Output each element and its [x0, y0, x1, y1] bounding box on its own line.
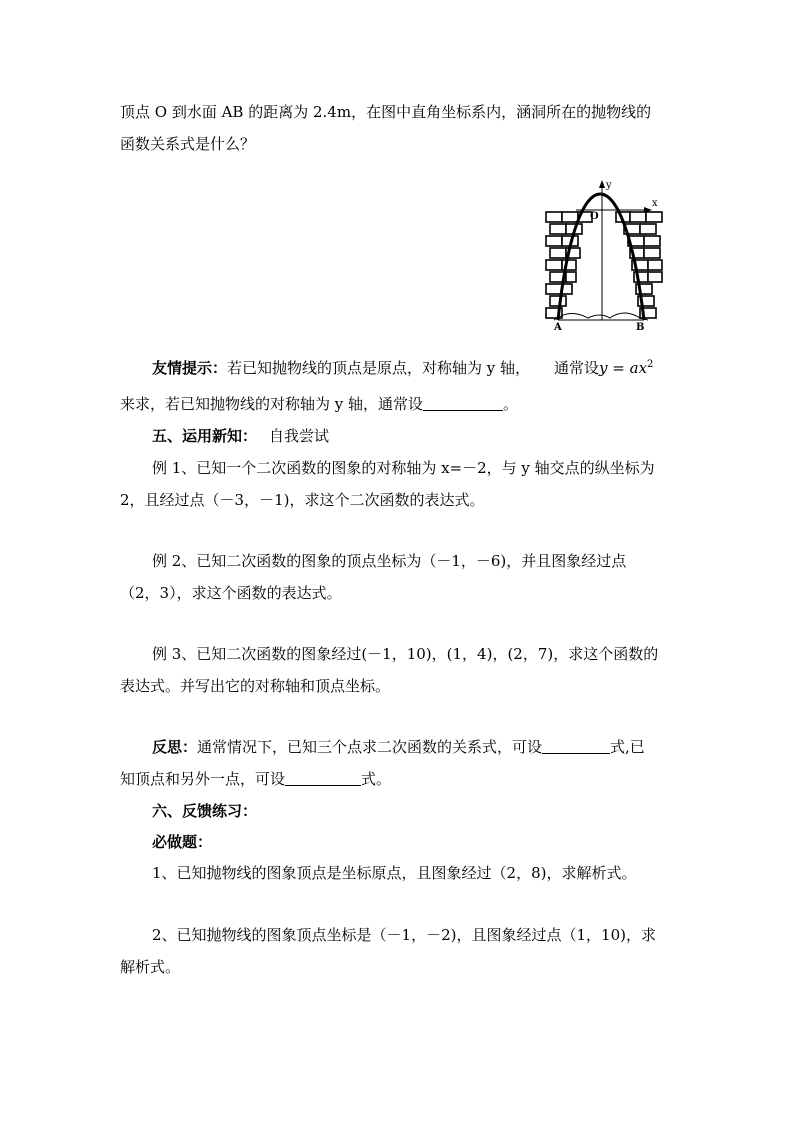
- example3-line-2: 表达式。并写出它的对称轴和顶点坐标。: [120, 677, 391, 695]
- reflect-line-1: 反思：通常情况下，已知三个点求二次函数的关系式，可设 式,已: [152, 738, 645, 756]
- reflect-line-2: 知顶点和另外一点，可设 式。: [120, 770, 392, 788]
- left-brick-wall: [546, 212, 592, 318]
- point-label-o: O: [590, 211, 599, 222]
- hint-line-2: 来求，若已知抛物线的对称轴为 y 轴，通常设 。: [120, 395, 519, 413]
- example2-line-1: 例 2、已知二次函数的图象的顶点坐标为（－1，－6)，并且图象经过点: [152, 552, 627, 570]
- question2-line-1: 2、已知抛物线的图象顶点坐标是（－1，－2)，且图象经过点（1，10)，求: [152, 926, 656, 944]
- example3-line-1: 例 3、已知二次函数的图象经过(－1，10)，(1，4)，(2，7)，求这个函数的: [152, 645, 659, 663]
- question2-line-2: 解析式。: [120, 958, 181, 976]
- point-label-b: B: [636, 322, 645, 333]
- y-axis-arrow: [599, 180, 605, 188]
- hint-text-2: 通常设: [554, 359, 600, 377]
- right-brick-wall: [616, 212, 662, 318]
- point-label-a: A: [554, 322, 562, 333]
- example1-line-2: 2，且经过点（－3，－1)，求这个二次函数的表达式。: [120, 491, 485, 509]
- required-heading: 必做题：: [152, 833, 213, 851]
- water-surface: [554, 313, 648, 320]
- axis-label-y: y: [606, 180, 612, 191]
- answer-blank-2[interactable]: [542, 738, 610, 754]
- example2-line-2: （2，3），求这个函数的表达式。: [120, 584, 342, 602]
- hint-line-1: [152, 358, 653, 378]
- answer-blank-1[interactable]: [423, 395, 503, 411]
- culvert-parabola-figure: [536, 172, 674, 334]
- axis-label-x: x: [652, 198, 658, 209]
- section6-heading: 六、反馈练习：: [152, 802, 258, 820]
- question1-line-1: 1、已知抛物线的图象顶点是坐标原点，且图象经过（2，8)，求解析式。: [152, 864, 637, 882]
- section5-heading: 五、运用新知： 自我尝试: [152, 427, 330, 445]
- example1-line-1: 例 1、已知一个二次函数的图象的对称轴为 x=－2，与 y 轴交点的纵坐标为: [152, 459, 655, 477]
- problem-line-1: 顶点 O 到水面 AB 的距离为 2.4m，在图中直角坐标系内，涵洞所在的抛物线的: [120, 103, 652, 121]
- hint-title: 友情提示：: [152, 359, 228, 377]
- hint-text-1: 若已知抛物线的顶点是原点，对称轴为 y 轴，: [227, 359, 531, 377]
- hint-formula: $y = ax^2$: [599, 359, 654, 377]
- answer-blank-3[interactable]: [285, 770, 361, 786]
- problem-line-2: 函数关系式是什么？: [120, 135, 256, 153]
- culvert-diagram: [536, 172, 674, 334]
